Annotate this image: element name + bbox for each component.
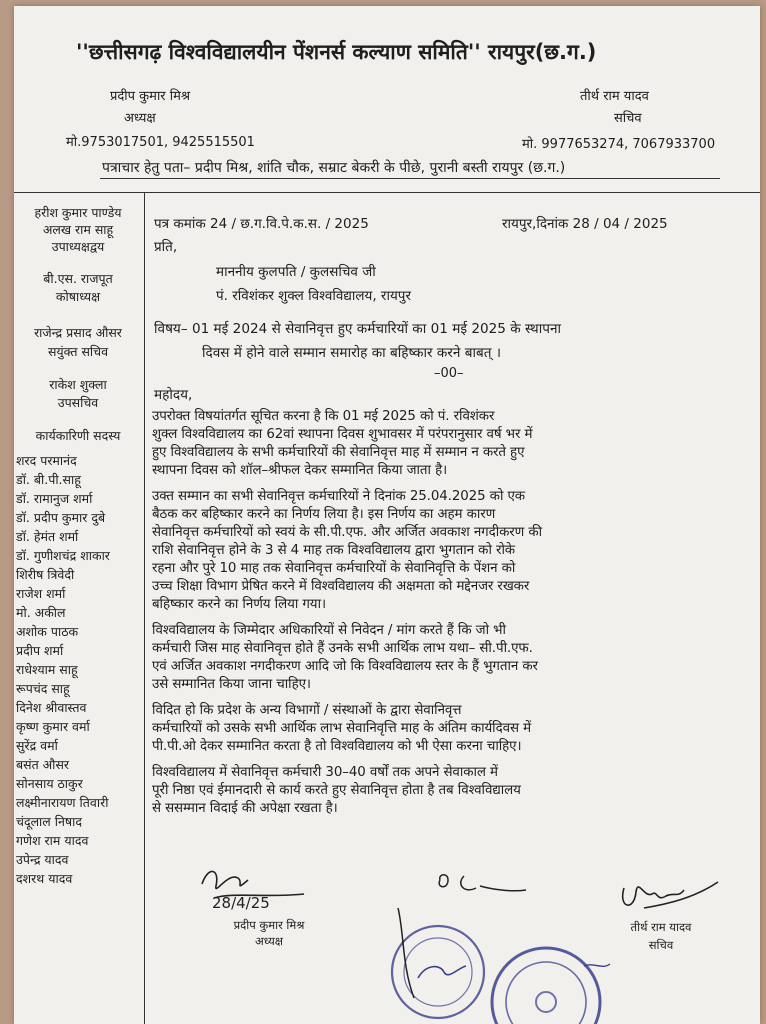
body-line: कर्मचारियों को उसके सभी आर्थिक लाभ सेवानिवृत्ति माह के अंतिम कार्यदिवस में [152,721,532,736]
body-line: बहिष्कार करने का निर्णय लिया गया। [152,597,326,612]
body-line: राशि सेवानिवृत्त होने के 3 से 4 माह तक विश्वविद्यालय द्वारा भुगतान को रोके [152,543,515,558]
member-name: शरद परमानंद [16,453,77,468]
handwritten-date: 28/4/25 [212,894,270,912]
officer-role: उपसचिव [57,395,99,410]
received-stamp [374,906,494,1024]
member-name: दिनेश श्रीवास्तव [16,700,87,715]
right-signatory-role: सचिव [648,938,674,952]
letter-sheet [14,6,760,1024]
member-name: दशरथ यादव [16,871,73,886]
body-line: एवं अर्जित अवकाश नगदीकरण आदि जो कि विश्वविद्यालय स्तर के हैं भुगतान कर [152,659,538,674]
officer-role: सयुंक्त सचिव [47,344,109,359]
body-line: विश्वविद्यालय के जिम्मेदार अधिकारियों से निवेदन / मांग करते हैं कि जो भी [152,623,506,638]
member-name: डॉ. बी.पी.साहू [16,472,81,487]
body-line: शुक्ल विश्वविद्यालय का 62वां स्थापना दिवस शुभावसर में परंपरानुसार वर्ष भर में [152,427,533,442]
secretary-role: सचिव [614,111,642,126]
member-name: उपेन्द्र यादव [16,852,69,867]
left-signatory-role: अध्यक्ष [254,934,284,948]
member-name: सोनसाय ठाकुर [16,776,83,791]
correspondence-address: पत्राचार हेतु पता– प्रदीप मिश्र, शांति चौक, सम्राट बेकरी के पीछे, पुरानी बस्ती रायपुर (छ.ग.) [102,160,566,176]
president-role: अध्यक्ष [124,111,156,126]
officer-role: कोषाध्यक्ष [55,289,101,304]
subject-line-1: विषय– 01 मई 2024 से सेवानिवृत्त हुए कर्मचारियों का 01 मई 2025 के स्थापना [154,321,562,337]
letter-reference: पत्र कमांक 24 / छ.ग.वि.पे.क.स. / 2025 [154,216,369,232]
address-underline [100,178,720,179]
initial-mark [434,866,534,906]
addressee-line-1: माननीय कुलपति / कुलसचिव जी [216,264,376,280]
member-name: राजेश शर्मा [16,586,66,601]
officer-role: उपाध्यक्षद्वय [51,239,105,254]
header-divider [14,192,760,193]
subject-line-2: दिवस में होने वाले सम्मान समारोह का बहिष्कार करने बाबत् । [202,345,501,361]
president-phone: मो.9753017501, 9425515501 [66,135,255,150]
officer-name: अलख राम साहू [42,222,114,237]
member-name: बसंत औसर [16,757,70,772]
body-line: रहना और पुरे 10 माह तक सेवानिवृत्त कर्मचारियों के सेवानिवृत्ति के पेंशन को [152,561,516,576]
separator: –00– [434,366,464,381]
member-name: चंदूलाल निषाद [16,814,83,829]
president-signature [194,858,334,918]
seal-stamp [484,936,614,1024]
officer-name: बी.एस. राजपूत [43,271,113,286]
member-name: शिरीष त्रिवेदी [16,567,75,582]
member-name: डॉ. रामानुज शर्मा [16,491,93,506]
body-line: उक्त सम्मान का सभी सेवानिवृत्त कर्मचारियों ने दिनांक 25.04.2025 को एक [152,489,525,504]
officer-name: राजेन्द्र प्रसाद औसर [34,325,122,340]
right-signatory-name: तीर्थ राम यादव [630,920,692,934]
member-name: सुरेंद्र वर्मा [16,738,58,753]
member-name: रूपचंद साहू [16,681,70,696]
member-name: डॉ. हेमंत शर्मा [16,529,79,544]
member-name: डॉ. प्रदीप कुमार दुबे [16,510,106,525]
president-name: प्रदीप कुमार मिश्र [110,89,191,104]
body-line: उच्च शिक्षा विभाग प्रेषित करने में विश्वविद्यालय की अक्षमता को मद्देनजर रखकर [152,579,530,594]
member-name: डॉ. गुणीशचंद्र शाकार [16,548,110,563]
secretary-name: तीर्थ राम यादव [580,89,649,104]
body-line: सेवानिवृत्त कर्मचारियों को स्वयं के सी.पी.एफ. और अर्जित अवकाश नगदीकरण की [152,525,543,540]
left-signatory-name: प्रदीप कुमार मिश्र [233,918,305,932]
body-line: हुए विश्वविद्यालय के सभी कर्मचारियों की सेवानिवृत्त माह में सम्मान न करते हुए [152,445,525,460]
body-line: विदित हो कि प्रदेश के अन्य विभागों / संस्थाओं के द्वारा सेवानिवृत्त [152,703,462,718]
body-line: पी.पी.ओ देकर सम्मानित करता है तो विश्वविद्यालय को भी ऐसा करना चाहिए। [152,739,522,754]
member-name: लक्ष्मीनारायण तिवारी [16,795,109,810]
body-line: कर्मचारी जिस माह सेवानिवृत्त होते हैं उनके सभी आर्थिक लाभ यथा– सी.पी.एफ. [152,641,533,656]
addressee-line-2: पं. रविशंकर शुक्ल विश्वविद्यालय, रायपुर [216,288,411,304]
member-name: मो. अकील [16,605,66,620]
sidebar-divider [144,193,145,1024]
salutation: महोदय, [154,387,193,403]
body-line: विश्वविद्यालय में सेवानिवृत्त कर्मचारी 30–40 वर्षों तक अपने सेवाकाल में [152,765,498,780]
body-line: स्थापना दिवस को शॉल–श्रीफल देकर सम्मानित किया जाता है। [152,463,448,478]
secretary-phone: मो. 9977653274, 7067933700 [522,137,716,152]
body-line: उसे सम्मानित किया जाना चाहिए। [152,677,311,692]
body-line: उपरोक्त विषयांतर्गत सूचित करना है कि 01 मई 2025 को पं. रविशंकर [152,409,495,424]
secretary-signature [614,868,724,918]
member-name: अशोक पाठक [16,624,79,639]
member-name: गणेश राम यादव [16,833,89,848]
member-name: कृष्ण कुमार वर्मा [16,719,90,734]
body-line: पूरी निष्ठा एवं ईमानदारी से कार्य करते हुए सेवानिवृत्त होता है तब विश्वविद्यालय [152,783,521,798]
organization-title: ''छत्तीसगढ़ विश्वविद्यालयीन पेंशनर्स कल्याण समिति'' रायपुर(छ.ग.) [76,40,597,64]
officer-name: हरीश कुमार पाण्डेय [34,205,122,220]
officer-name: राकेश शुक्ला [49,377,107,392]
to-prefix: प्रति, [154,239,178,255]
executive-members-heading: कार्यकारिणी सदस्य [35,428,121,443]
member-name: प्रदीप शर्मा [16,643,64,658]
member-name: राधेश्याम साहू [16,662,78,677]
letter-date: रायपुर,दिनांक 28 / 04 / 2025 [502,216,668,232]
body-line: से ससम्मान विदाई की अपेक्षा रखता है। [152,801,338,816]
body-line: बैठक कर बहिष्कार करने का निर्णय लिया है। इस निर्णय का अहम कारण [152,507,496,522]
